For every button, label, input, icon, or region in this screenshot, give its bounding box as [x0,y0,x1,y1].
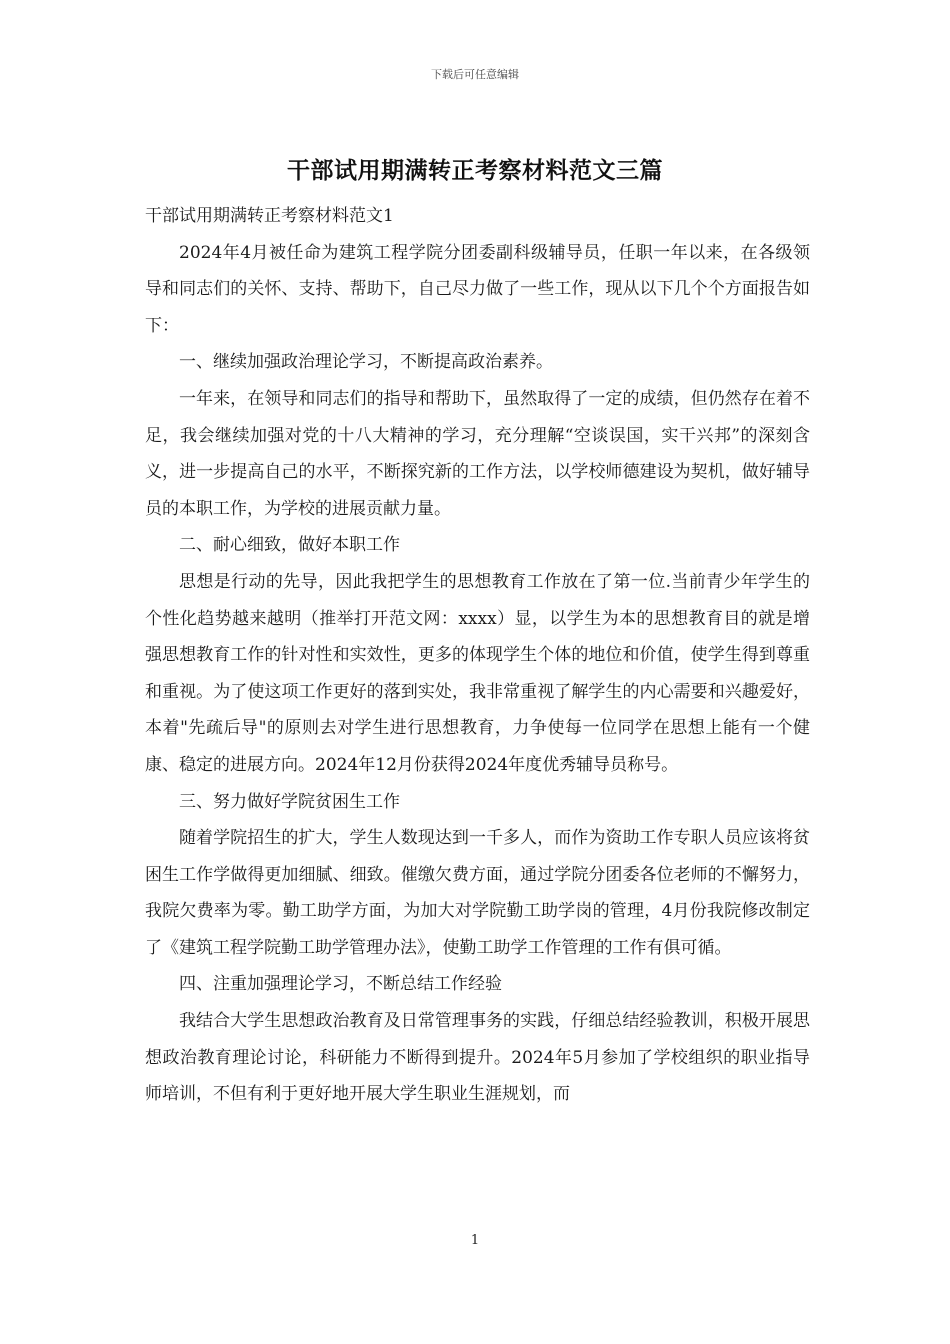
section-heading: 三、努力做好学院贫困生工作 [179,791,400,812]
document-title: 干部试用期满转正考察材料范文三篇 [287,157,663,184]
page-number: 1 [470,1233,480,1248]
section-subtitle: 干部试用期满转正考察材料范文1 [145,206,394,226]
paragraph: 思想是行动的先导，因此我把学生的思想教育工作放在了第一位.当前青少年学生的个性化趋势越来越明（推举打开范文网：xxxx）显，以学生为本的思想教育目的就是增强思想教育工作的针对性和实效性，更多的体现学生个体的地位和价值，使学生得到尊重和重视。为了使这项工作更好的落到实处，我非常重视了解学生的内心需要和兴趣爱好，本着"先疏后导"的原则去对学生进行思想教育，力争使每一位同学在思想上能有一个健康、稳定的进展方向。2024年12月份获得2024年度优秀辅导员称号。 [145,571,810,775]
paragraph: 一年来，在领导和同志们的指导和帮助下，虽然取得了一定的成绩，但仍然存在着不足，我会继续加强对党的十八大精神的学习，充分理解“空谈误国，实干兴邦”的深刻含义，进一步提高自己的水平，不断探究新的工作方法，以学校师德建设为契机，做好辅导员的本职工作，为学校的进展贡献力量。 [145,388,810,519]
paragraph: 我结合大学生思想政治教育及日常管理事务的实践，仔细总结经验教训，积极开展思想政治教育理论讨论，科研能力不断得到提升。2024年5月参加了学校组织的职业指导师培训，不但有利于更好地开展大学生职业生涯规划，而 [145,1011,810,1105]
paragraph: 2024年4月被任命为建筑工程学院分团委副科级辅导员，任职一年以来，在各级领导和同志们的关怀、支持、帮助下，自己尽力做了一些工作，现从以下几个个方面报告如下： [145,242,810,336]
document-body [145,198,810,1113]
section-heading: 四、注重加强理论学习，不断总结工作经验 [179,974,502,995]
header-note: 下载后可任意编辑 [431,68,519,81]
paragraph: 随着学院招生的扩大，学生人数现达到一千多人，而作为资助工作专职人员应该将贫困生工作学做得更加细腻、细致。催缴欠费方面，通过学院分团委各位老师的不懈努力，我院欠费率为零。勤工助学方面，为加大对学院勤工助学岗的管理，4月份我院修改制定了《建筑工程学院勤工助学管理办法》，使勤工助学工作管理的工作有俱可循。 [145,828,810,958]
section-heading: 二、耐心细致，做好本职工作 [179,535,400,556]
section-heading: 一、继续加强政治理论学习，不断提高政治素养。 [179,352,553,373]
